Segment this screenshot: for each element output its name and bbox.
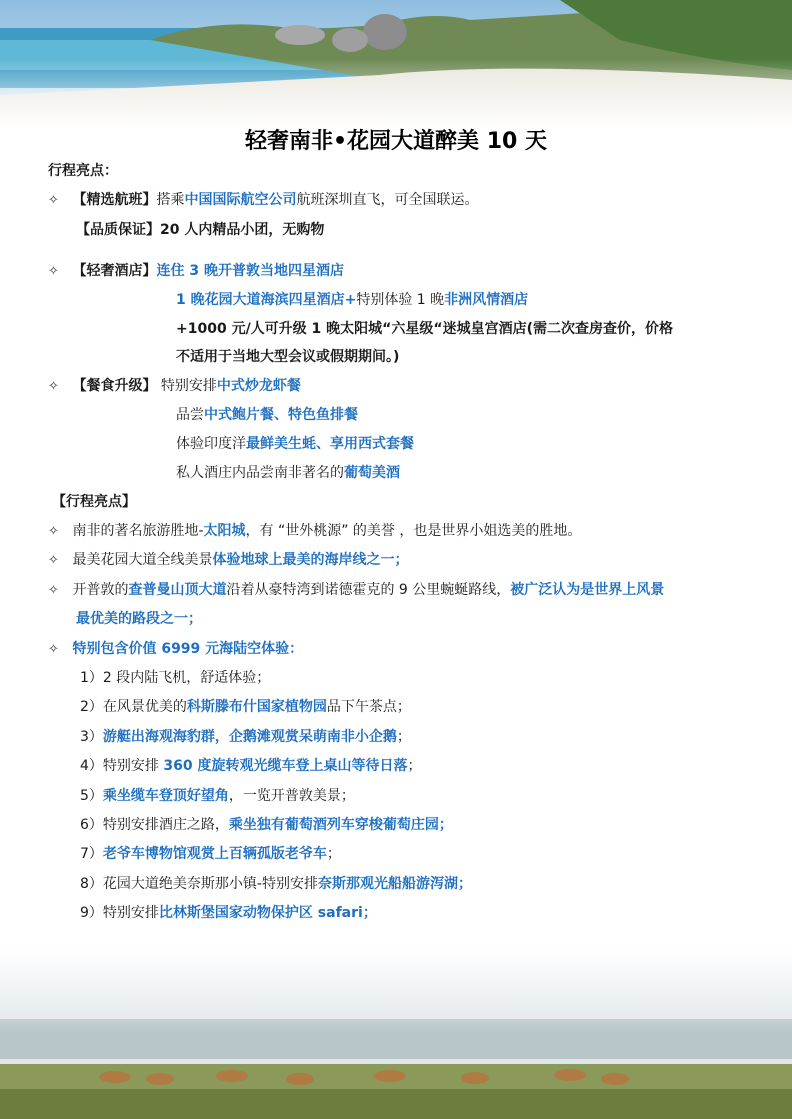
- hotel-line2-mid: 特别体验 1 晚: [356, 292, 445, 308]
- experience-num: 2）: [80, 699, 103, 715]
- food-l4-pre: 私人酒庄内品尝南非著名的: [176, 465, 344, 481]
- experience-blue: 游艇出海观海豹群，企鹅滩观赏呆萌南非小企鹅: [102, 729, 397, 745]
- experience-blue: 乘坐独有葡萄酒列车穿梭葡萄庄园；: [228, 817, 453, 833]
- diamond-outline-icon: ✧: [48, 583, 59, 598]
- experience-blue: 比林斯堡国家动物保护区 safari；: [158, 905, 377, 921]
- experience-num: 9）: [80, 905, 103, 921]
- experience-num: 5）: [80, 788, 103, 804]
- food-l1-blue: 中式炒龙虾餐: [216, 378, 301, 394]
- food-l2-blue: 中式鲍片餐、特色鱼排餐: [204, 407, 358, 423]
- diamond-outline-icon: ✧: [48, 553, 59, 568]
- experience-pre: 特别安排: [102, 758, 164, 774]
- experience-num: 1）: [80, 670, 103, 686]
- experience-pre: 特别安排: [102, 905, 159, 921]
- experience-pre: 在风景优美的: [102, 699, 187, 715]
- experience-blue: 乘坐缆车登顶好望角: [102, 788, 229, 804]
- p3-blue: 查普曼山顶大道: [128, 582, 227, 598]
- hotel-line3: +1000 元/人可升级 1 晚太阳城“六星级“迷城皇宫酒店(需二次查房查价，价格: [176, 321, 673, 337]
- food-l1-pre: 特别安排: [160, 378, 217, 394]
- p4-blue: 特别包含价值 6999 元海陆空体验：: [72, 641, 304, 657]
- highlight-food: [48, 376, 301, 397]
- experience-blue: 奈斯那观光船船游泻湖；: [317, 876, 472, 892]
- experience-item: [80, 668, 270, 688]
- quality-label: 【品质保证】: [76, 222, 160, 238]
- experience-post: ；: [407, 758, 422, 774]
- p2-pre: 最美花园大道全线美景: [72, 552, 213, 568]
- experience-post: ，一览开普敦美景；: [228, 788, 355, 804]
- experience-post: ；: [396, 729, 411, 745]
- food-l3-pre: 体验印度洋: [176, 436, 246, 452]
- flight-airline: 中国国际航空公司: [184, 192, 297, 208]
- experience-item: [80, 844, 341, 864]
- food-l4-blue: 葡萄美酒: [344, 465, 400, 481]
- diamond-outline-icon: ✧: [48, 193, 59, 208]
- experience-blue: 老爷车博物馆观赏上百辆孤版老爷车: [102, 846, 327, 862]
- food-l3-blue: 最鲜美生蚝、享用西式套餐: [246, 436, 414, 452]
- hotel-label: 【轻奢酒店】: [72, 263, 157, 279]
- diamond-outline-icon: ✧: [48, 264, 59, 279]
- experience-item: [80, 815, 453, 835]
- experience-post: ；: [326, 846, 341, 862]
- quality-text: 20 人内精品小团，无购物: [160, 222, 325, 238]
- point-special-package: [48, 639, 303, 660]
- diamond-outline-icon: ✧: [48, 524, 59, 539]
- p3-mid: 沿着从豪特湾到诺德霍克的 9 公里蜿蜒路线，: [226, 582, 511, 598]
- experience-item: [80, 874, 472, 894]
- highlight-flight: [48, 190, 478, 211]
- experience-item: [80, 697, 411, 717]
- p1-pre: 南非的著名旅游胜地-: [72, 523, 204, 539]
- experience-item: [80, 756, 421, 776]
- p1-post: ，有 “世外桃源” 的美誉 ，也是世界小姐选美的胜地。: [245, 523, 582, 539]
- section-heading-itinerary: 【行程亮点】: [52, 494, 136, 510]
- experience-item: [80, 903, 377, 923]
- food-l2-pre: 品尝: [176, 407, 204, 423]
- hotel-line2-blue1: 1 晚花园大道海滨四星酒店+: [176, 292, 357, 308]
- experience-post: 品下午茶点；: [326, 699, 411, 715]
- hotel-line4: 不适用于当地大型会议或假期期间。): [176, 349, 400, 365]
- diamond-outline-icon: ✧: [48, 379, 59, 394]
- experience-num: 4）: [80, 758, 103, 774]
- experience-num: 7）: [80, 846, 103, 862]
- p3-blue3: 最优美的路段之一；: [76, 611, 202, 627]
- experience-num: 3）: [80, 729, 103, 745]
- food-line3: [176, 434, 414, 454]
- experience-pre: 2 段内陆飞机，舒适体验；: [102, 670, 271, 686]
- p1-blue: 太阳城: [203, 523, 246, 539]
- food-label: 【餐食升级】: [72, 378, 157, 394]
- point-chapmans-peak: [48, 580, 664, 601]
- flight-pre: 搭乘: [156, 192, 185, 208]
- food-line4: [176, 463, 400, 483]
- experience-blue: 360 度旋转观光缆车登上桌山等待日落: [163, 758, 408, 774]
- diamond-outline-icon: ✧: [48, 642, 59, 657]
- food-line2: [176, 405, 358, 425]
- experience-pre: 特别安排酒庄之路，: [102, 817, 229, 833]
- highlight-hotel: [48, 261, 344, 282]
- experience-blue: 科斯滕布什国家植物园: [186, 699, 327, 715]
- hotel-line2-blue2: 非洲风情酒店: [444, 292, 529, 308]
- experience-item: [80, 727, 411, 747]
- experience-num: 6）: [80, 817, 103, 833]
- point-garden-route: [48, 550, 408, 571]
- flight-label: 【精选航班】: [72, 192, 157, 208]
- experience-item: [80, 786, 355, 806]
- experience-pre: 花园大道绝美奈斯那小镇-特别安排: [102, 876, 318, 892]
- section-heading-highlights: 行程亮点：: [48, 163, 118, 179]
- p2-blue: 体验地球上最美的海岸线之一；: [212, 552, 409, 568]
- highlight-quality: [76, 220, 324, 240]
- page-title: 轻奢南非•花园大道醉美 10 天: [245, 129, 547, 154]
- p3-blue2: 被广泛认为是世界上风景: [510, 582, 665, 598]
- experience-num: 8）: [80, 876, 103, 892]
- point-sun-city: [48, 521, 581, 542]
- flight-post: 航班深圳直飞，可全国联运。: [296, 192, 479, 208]
- hotel-line1: 连住 3 晚开普敦当地四星酒店: [156, 263, 344, 279]
- p3-pre: 开普敦的: [72, 582, 129, 598]
- hotel-line2: [176, 290, 528, 310]
